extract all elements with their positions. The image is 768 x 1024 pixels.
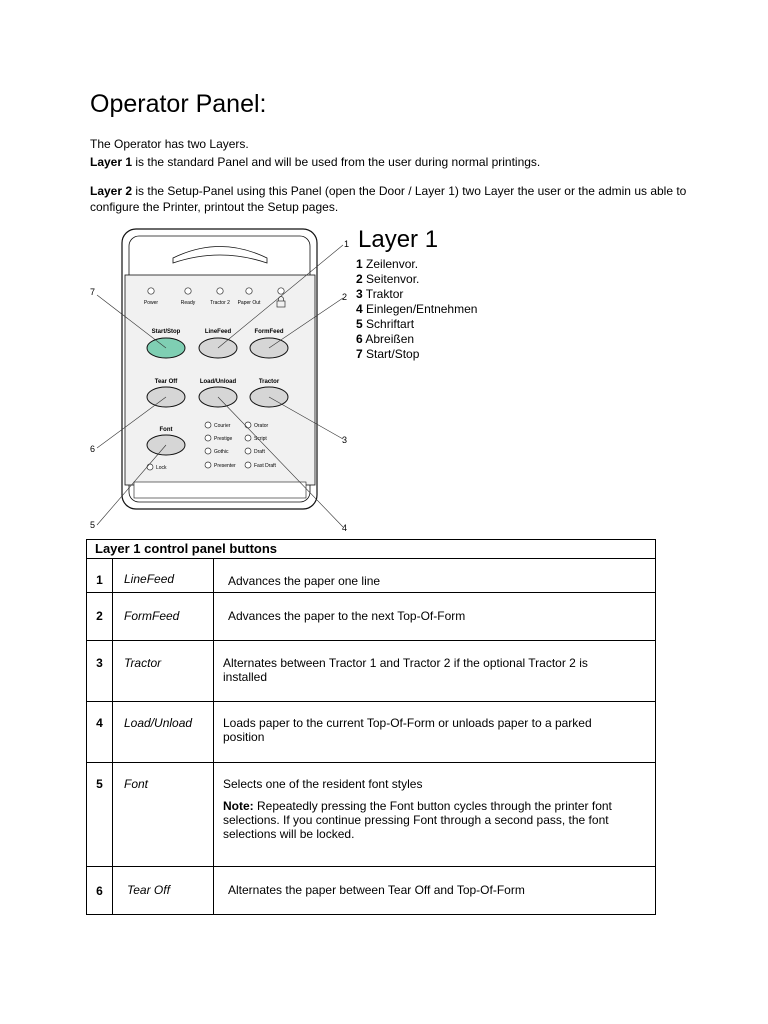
row-description: Alternates the paper between Tear Off and Top-Of-Form bbox=[214, 867, 656, 915]
legend-item-number: 4 bbox=[356, 302, 363, 316]
led-font-lock bbox=[147, 464, 153, 470]
button-label-tear-off: Tear Off bbox=[154, 379, 178, 385]
operator-panel-drawing bbox=[85, 225, 385, 535]
legend-item-number: 6 bbox=[356, 332, 363, 346]
legend-item-text: Seitenvor. bbox=[362, 272, 420, 286]
font-option-label: Fast Draft bbox=[254, 463, 276, 469]
row-number: 4 bbox=[87, 702, 113, 763]
row-description-cell bbox=[214, 763, 656, 867]
layer2-label: Layer 2 bbox=[90, 184, 133, 198]
callout-2: 2 bbox=[342, 292, 348, 302]
legend-item-text: Schriftart bbox=[362, 317, 415, 331]
row-number: 2 bbox=[87, 593, 113, 641]
row-description: Advances the paper to the next Top-Of-Form bbox=[214, 593, 656, 641]
layer1-description bbox=[90, 154, 690, 170]
legend-item-number: 2 bbox=[356, 272, 363, 286]
legend-item-text: Traktor bbox=[362, 287, 404, 301]
row-number: 5 bbox=[87, 763, 113, 867]
indicator-label: Power bbox=[143, 300, 159, 306]
table-row bbox=[87, 641, 656, 702]
legend-item bbox=[356, 317, 477, 332]
font-option-label: Orator bbox=[254, 423, 269, 429]
led-paper-out bbox=[246, 288, 252, 294]
row-button-name: Tractor bbox=[113, 641, 214, 702]
callout-6: 6 bbox=[90, 444, 96, 454]
font-option-label: Draft bbox=[254, 449, 265, 455]
table-row bbox=[87, 702, 656, 763]
legend-item-text: Abreißen bbox=[362, 332, 415, 346]
row-button-name: Font bbox=[113, 763, 214, 867]
button-label-formfeed: FormFeed bbox=[254, 329, 284, 335]
layer1-label: Layer 1 bbox=[90, 155, 133, 169]
font-note bbox=[223, 799, 615, 841]
led-font bbox=[205, 462, 211, 468]
indicator-label: Paper Out bbox=[237, 300, 261, 306]
font-option-label: Courier bbox=[214, 423, 231, 429]
led-font bbox=[245, 462, 251, 468]
font-option-label: Prestige bbox=[214, 436, 233, 442]
button-label-font: Font bbox=[159, 427, 173, 433]
font-option-label: Presenter bbox=[214, 463, 236, 469]
led-font bbox=[245, 448, 251, 454]
led-tractor2 bbox=[217, 288, 223, 294]
legend-item-text: Einlegen/Entnehmen bbox=[362, 302, 478, 316]
layer2-description bbox=[90, 183, 690, 215]
legend-title: Layer 1 bbox=[358, 226, 439, 253]
callout-5: 5 bbox=[90, 520, 96, 530]
table-row bbox=[87, 559, 656, 593]
callout-4: 4 bbox=[342, 523, 348, 533]
callout-1: 1 bbox=[344, 239, 350, 249]
page-title: Operator Panel: bbox=[90, 90, 267, 118]
indicator-label: Tractor 2 bbox=[210, 300, 230, 306]
control-buttons-table bbox=[86, 539, 656, 915]
legend-item-text: Zeilenvor. bbox=[362, 257, 419, 271]
callout-7: 7 bbox=[90, 287, 96, 297]
row-description: Selects one of the resident font styles bbox=[223, 777, 423, 791]
layer1-text: is the standard Panel and will be used from the user during normal printings. bbox=[132, 155, 541, 169]
table-row bbox=[87, 593, 656, 641]
row-button-name: Tear Off bbox=[113, 867, 214, 915]
led-font bbox=[245, 435, 251, 441]
button-label-start-stop: Start/Stop bbox=[151, 329, 181, 335]
intro-text: The Operator has two Layers. bbox=[90, 137, 249, 151]
legend-item-number: 3 bbox=[356, 287, 363, 301]
font-option-label: Gothic bbox=[214, 449, 229, 455]
legend-item-text: Start/Stop bbox=[362, 347, 420, 361]
row-number: 3 bbox=[87, 641, 113, 702]
led-font bbox=[205, 435, 211, 441]
legend-item-number: 1 bbox=[356, 257, 363, 271]
callout-3: 3 bbox=[342, 435, 348, 445]
button-label-load-unload: Load/Unload bbox=[199, 379, 237, 385]
indicator-label: Ready bbox=[180, 300, 196, 306]
legend-item-number: 5 bbox=[356, 317, 363, 331]
legend-item bbox=[356, 257, 477, 272]
font-lock-label: Lock bbox=[156, 465, 167, 471]
table-caption: Layer 1 control panel buttons bbox=[87, 540, 656, 559]
row-number: 1 bbox=[87, 559, 113, 593]
row-description: Advances the paper one line bbox=[214, 559, 656, 593]
button-label-tractor: Tractor bbox=[258, 379, 280, 385]
font-option-label: Script bbox=[254, 436, 267, 442]
led-lock bbox=[278, 288, 284, 294]
note-text: Repeatedly pressing the Font button cycles through the printer font selections. If you continue pressing Font through a second pass, the font selections will be locked. bbox=[223, 799, 612, 841]
legend-item bbox=[356, 332, 477, 347]
table-caption-row bbox=[87, 540, 656, 559]
row-button-name: Load/Unload bbox=[113, 702, 214, 763]
legend-item bbox=[356, 287, 477, 302]
led-font bbox=[205, 422, 211, 428]
button-label-linefeed: LineFeed bbox=[204, 329, 232, 335]
note-label: Note: bbox=[223, 799, 254, 813]
operator-panel-figure bbox=[85, 225, 385, 535]
led-ready bbox=[185, 288, 191, 294]
row-number: 6 bbox=[87, 867, 113, 915]
layer2-text: is the Setup-Panel using this Panel (open the Door / Layer 1) two Layer the user or the admin us able to configure the Printer, printout the Setup pages. bbox=[90, 184, 687, 214]
table-row bbox=[87, 763, 656, 867]
table-row bbox=[87, 867, 656, 915]
row-button-name: LineFeed bbox=[113, 559, 214, 593]
layer1-legend bbox=[356, 226, 477, 362]
legend-item-number: 7 bbox=[356, 347, 363, 361]
legend-list bbox=[356, 257, 477, 362]
led-font bbox=[245, 422, 251, 428]
legend-item bbox=[356, 347, 477, 362]
led-power bbox=[148, 288, 154, 294]
row-description: Loads paper to the current Top-Of-Form or unloads paper to a parked position bbox=[214, 702, 656, 763]
panel-base bbox=[134, 482, 306, 498]
row-button-name: FormFeed bbox=[113, 593, 214, 641]
legend-item bbox=[356, 272, 477, 287]
legend-item bbox=[356, 302, 477, 317]
row-description: Alternates between Tractor 1 and Tractor 2 if the optional Tractor 2 is installed bbox=[214, 641, 656, 702]
led-font bbox=[205, 448, 211, 454]
